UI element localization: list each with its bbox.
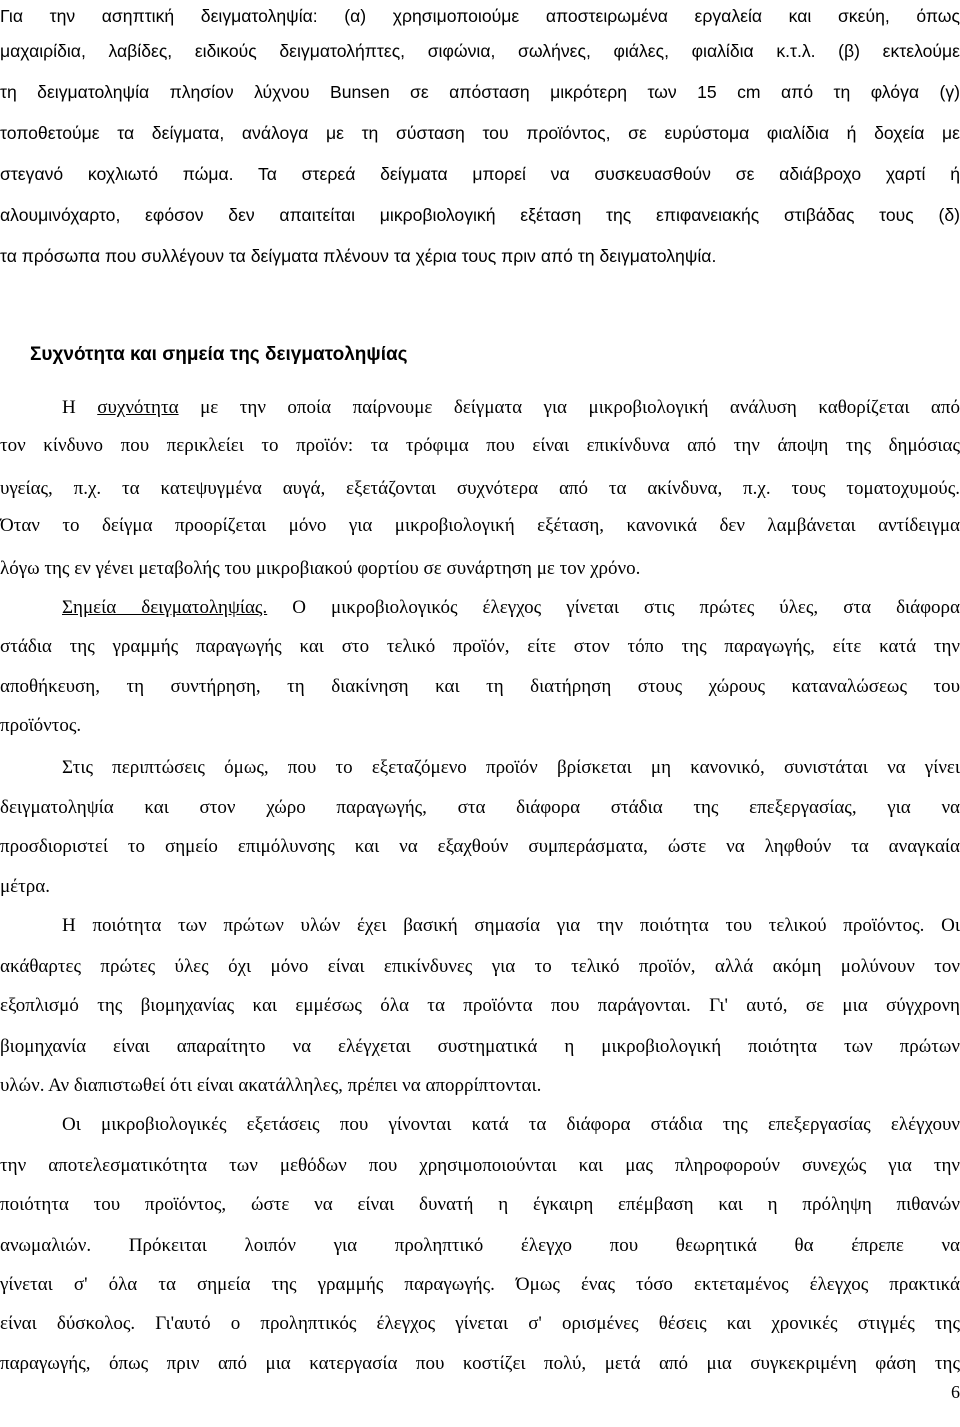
tests-line: Οι μικροβιολογικές εξετάσεις που γίνονται κατά τα διάφορα στάδια της επεξεργασίας ελέγχουν [62,1114,960,1135]
tests-line: την αποτελεσματικότητα των μεθόδων που χρησιμοποιούνται και μας πληροφορούν συνεχώς για την [0,1155,960,1176]
intro-line: τη δειγματοληψία πλησίον λύχνου Bunsen σε απόσταση μικρότερη των 15 cm από τη φλόγα (γ) [0,82,960,102]
quality-line: Η ποιότητα των πρώτων υλών έχει βασική σημασία για την ποιότητα του τελικού προϊόντος. Οι [62,915,960,936]
points-line: προϊόντος. [0,715,82,736]
abnormal-line: δειγματοληψία και στον χώρο παραγωγής, στα διάφορα στάδια της επεξεργασίας, για να [0,797,960,818]
frequency-line: υγείας, π.χ. τα κατεψυγμένα αυγά, εξετάζονται συχνότερα από τα ακίνδυνα, π.χ. τους τοματοχυμούς. [0,478,960,499]
tests-line: ποιότητα του προϊόντος, ώστε να είναι δυνατή η έγκαιρη επέμβαση και η πρόληψη πιθανών [0,1194,960,1215]
points-line: αποθήκευση, τη συντήρηση, τη διακίνηση και τη διατήρηση στους χώρους καταναλώσεως του [0,676,960,697]
frequency-line: Όταν το δείγμα προορίζεται μόνο για μικροβιολογική εξέταση, κανονικά δεν λαμβάνεται αντίδειγμα [0,515,960,536]
tests-line: ανωμαλιών. Πρόκειται λοιπόν για προληπτικό έλεγχο που θεωρητικά θα έπρεπε να [0,1235,960,1256]
quality-line: βιομηχανία είναι απαραίτητο να ελέγχεται συστηματικά η μικροβιολογική ποιότητα των πρώτων [0,1036,960,1057]
points-text: Ο μικροβιολογικός έλεγχος γίνεται στις πρώτες ύλες, στα διάφορα [267,597,960,618]
points-line: στάδια της γραμμής παραγωγής και στο τελικό προϊόν, είτε στον τόπο της παραγωγής, είτε κατά την [0,636,960,657]
intro-line: μαχαιρίδια, λαβίδες, ειδικούς δειγματολήπτες, σιφώνια, σωλήνες, φιάλες, φιαλίδια κ.τ.λ. (β) εκτελούμε [0,41,960,61]
tests-line: είναι δύσκολος. Γι'αυτό ο προληπτικός έλεγχος γίνεται σ' ορισμένες θέσεις και χρονικές στιγμές της [0,1313,960,1334]
points-term: Σημεία δειγματοληψίας. [62,597,268,618]
intro-line: τα πρόσωπα που συλλέγουν τα δείγματα πλένουν τα χέρια τους πριν από τη δειγματοληψία. [0,246,717,266]
quality-line: ακάθαρτες πρώτες ύλες όχι μόνο είναι επικίνδυνες για το τελικό προϊόν, αλλά ακόμη μολύνουν τον [0,956,960,977]
frequency-line [62,396,960,420]
abnormal-line: προσδιοριστεί το σημείο επιμόλυνσης και να εξαχθούν συμπεράσματα, ώστε να ληφθούν τα αναγκαία [0,836,960,857]
frequency-term: συχνότητα [97,397,179,418]
intro-line: Για την ασηπτική δειγματοληψία: (α) χρησιμοποιούμε αποστειρωμένα εργαλεία και σκεύη, όπως [0,6,960,26]
points-line [62,596,960,620]
quality-line: υλών. Αν διαπιστωθεί ότι είναι ακατάλληλες, πρέπει να απορρίπτονται. [0,1075,542,1096]
tests-line: παραγωγής, όπως πριν από μια κατεργασία που κοστίζει πολύ, μετά από μια συγκεκριμένη φάση της [0,1353,960,1374]
abnormal-line: Στις περιπτώσεις όμως, που το εξεταζόμενο προϊόν βρίσκεται μη κανονικό, συνιστάται να γίνει [62,757,960,778]
page-number: 6 [951,1382,960,1402]
intro-line: αλουμινόχαρτο, εφόσον δεν απαιτείται μικροβιολογική εξέταση της επιφανειακής στιβάδας τους (δ) [0,205,960,225]
intro-line: στεγανό κοχλιωτό πώμα. Τα στερεά δείγματα μπορεί να συσκευασθούν σε αδιάβροχο χαρτί ή [0,164,960,184]
intro-line: τοποθετούμε τα δείγματα, ανάλογα με τη σύσταση του προϊόντος, σε ευρύστομα φιαλίδια ή δοχεία με [0,123,960,143]
section-heading: Συχνότητα και σημεία της δειγματοληψίας [30,344,408,365]
frequency-prefix: Η [62,397,98,418]
frequency-text: με την οποία παίρνουμε δείγματα για μικροβιολογική ανάλυση καθορίζεται από [178,397,960,418]
frequency-line: τον κίνδυνο που περικλείει το προϊόν: τα τρόφιμα που είναι επικίνδυνα από την άποψη της δημόσιας [0,435,960,456]
tests-line: γίνεται σ' όλα τα σημεία της γραμμής παραγωγής. Όμως ένας τόσο εκτεταμένος έλεγχος πρακτικά [0,1274,960,1295]
abnormal-line: μέτρα. [0,876,50,897]
quality-line: εξοπλισμό της βιομηχανίας και εμμέσως όλα τα προϊόντα που παράγονται. Γι' αυτό, σε μια σύγχρονη [0,995,960,1016]
frequency-line: λόγω της εν γένει μεταβολής του μικροβιακού φορτίου σε συνάρτηση με τον χρόνο. [0,558,641,579]
